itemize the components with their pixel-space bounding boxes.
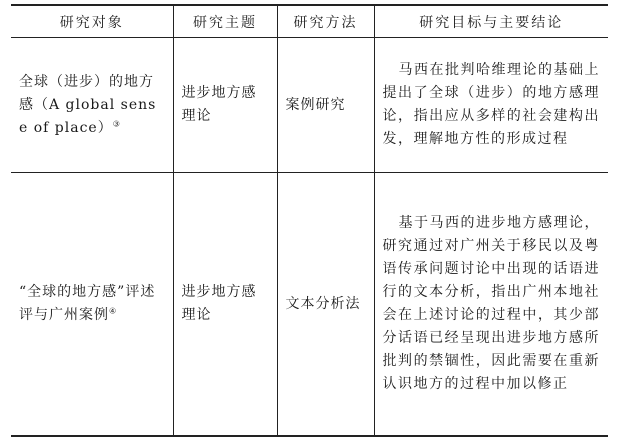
research-table bbox=[11, 4, 608, 437]
cell-research-conclusion bbox=[374, 173, 608, 437]
table-header-row bbox=[11, 5, 608, 38]
cell-research-method: 文本分析法 bbox=[277, 173, 374, 437]
cell-research-conclusion bbox=[374, 38, 608, 173]
conclusion-text: 马西在批判哈维理论的基础上提出了全球（进步）的地方感理论，指出应从多样的社会建构出发，理解地方性的形成过程 bbox=[382, 62, 600, 147]
cell-research-object bbox=[11, 173, 173, 437]
cell-research-method: 案例研究 bbox=[277, 38, 374, 173]
header-research-method: 研究方法 bbox=[277, 5, 374, 38]
header-research-topic: 研究主题 bbox=[173, 5, 277, 38]
object-text: 全球（进步）的地方感（A global sense of place） bbox=[19, 73, 157, 136]
footnote-marker: ③ bbox=[112, 118, 121, 128]
footnote-marker: ④ bbox=[109, 306, 118, 316]
object-text: “全球的地方感”评述评与广州案例 bbox=[19, 284, 156, 323]
header-research-object: 研究对象 bbox=[11, 5, 173, 38]
table-row bbox=[11, 38, 608, 173]
cell-research-object bbox=[11, 38, 173, 173]
cell-research-topic: 进步地方感理论 bbox=[173, 173, 277, 437]
header-research-conclusion: 研究目标与主要结论 bbox=[374, 5, 608, 38]
conclusion-text: 基于马西的进步地方感理论，研究通过对广州关于移民以及粤语传承问题讨论中出现的话语进行的文本分析，指出广州本地社会在上述讨论的过程中，其少部分话语已经呈现出进步地方感所批判的禁锢性，因此需要在重新认识地方的过程中加以修正 bbox=[382, 215, 600, 392]
table-row bbox=[11, 173, 608, 437]
cell-research-topic: 进步地方感理论 bbox=[173, 38, 277, 173]
